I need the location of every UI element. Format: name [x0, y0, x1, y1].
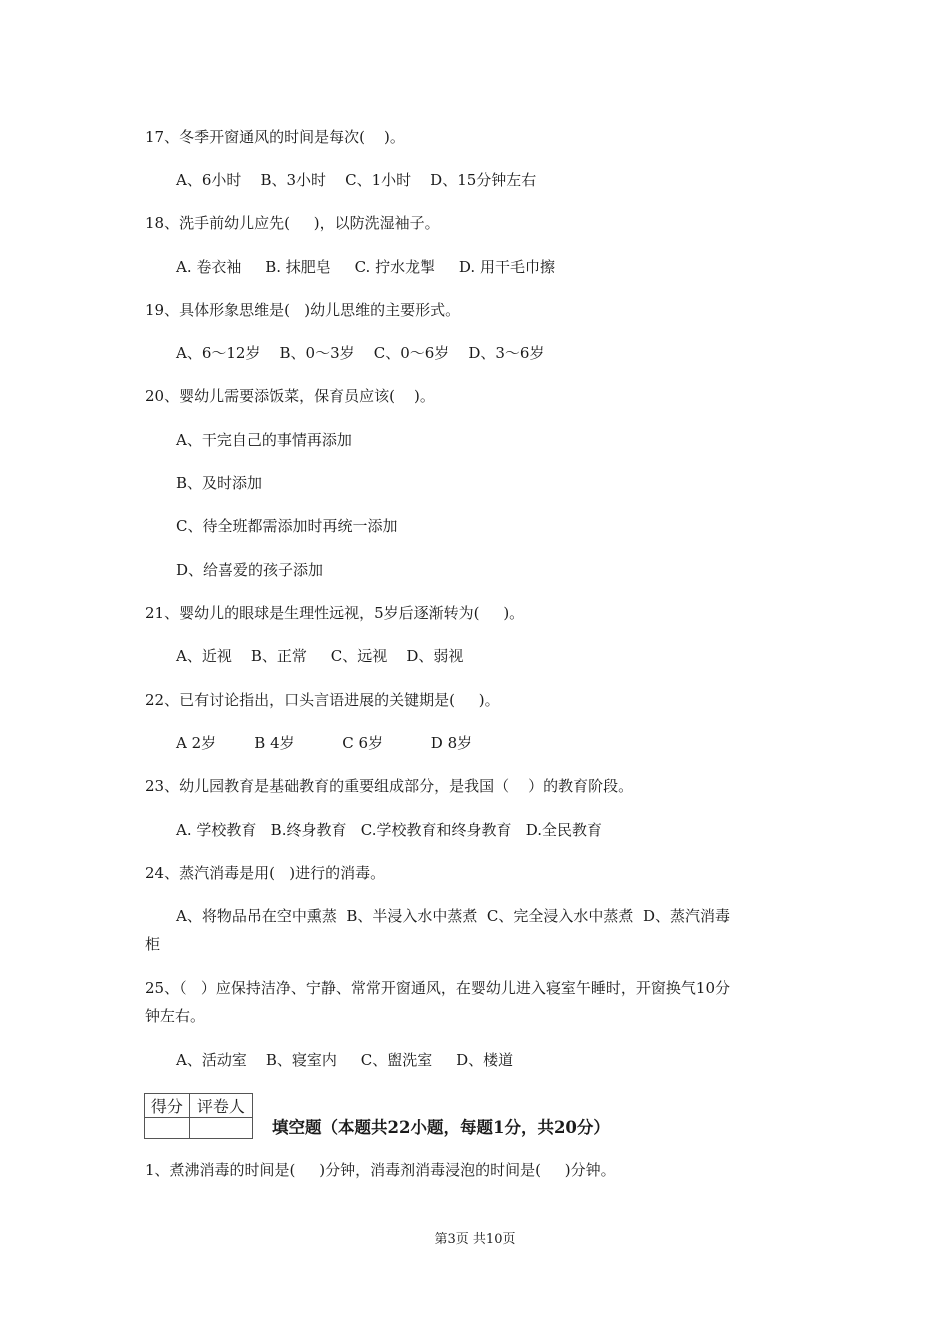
- q23-stem: 23、幼儿园教育是基础教育的重要组成部分，是我国（ ）的教育阶段。: [145, 777, 634, 795]
- grader-cell[interactable]: [189, 1118, 252, 1139]
- q20-option-d: D、给喜爱的孩子添加: [176, 561, 324, 579]
- section-title: 填空题（本题共22小题，每题1分，共20分）: [272, 1118, 610, 1137]
- q25-options: A、活动室 B、寝室内 C、盥洗室 D、楼道: [176, 1051, 514, 1069]
- q24-options-continuation: 柜: [145, 935, 161, 953]
- score-table: [144, 1093, 253, 1139]
- q20-option-a: A、干完自己的事情再添加: [176, 431, 352, 449]
- q23-options: A. 学校教育 B.终身教育 C.学校教育和终身教育 D.全民教育: [176, 821, 603, 839]
- grader-header: 评卷人: [189, 1094, 252, 1118]
- q21-stem: 21、婴幼儿的眼球是生理性远视，5岁后逐渐转为( )。: [145, 604, 525, 622]
- q18-options: A. 卷衣袖 B. 抹肥皂 C. 拧水龙掣 D. 用干毛巾擦: [176, 258, 555, 276]
- q18-stem: 18、洗手前幼儿应先( )，以防洗湿袖子。: [145, 214, 440, 232]
- q20-stem: 20、婴幼儿需要添饭菜，保育员应该( )。: [145, 387, 435, 405]
- q20-option-b: B、及时添加: [176, 474, 263, 492]
- q24-stem: 24、蒸汽消毒是用( )进行的消毒。: [145, 864, 386, 882]
- q24-options: A、将物品吊在空中熏蒸 B、半浸入水中蒸煮 C、完全浸入水中蒸煮 D、蒸汽消毒: [176, 907, 730, 925]
- page-footer: 第3页 共10页: [434, 1232, 516, 1247]
- q17-options: A、6小时 B、3小时 C、1小时 D、15分钟左右: [176, 171, 537, 189]
- score-cell[interactable]: [145, 1118, 190, 1139]
- q20-option-c: C、待全班都需添加时再统一添加: [176, 517, 398, 535]
- q25-stem: 25、（ ）应保持洁净、宁静、常常开窗通风，在婴幼儿进入寝室午睡时，开窗换气10分: [145, 979, 730, 997]
- q25-stem-continuation: 钟左右。: [145, 1007, 206, 1025]
- q19-options: A、6～12岁 B、0～3岁 C、0～6岁 D、3～6岁: [176, 344, 545, 362]
- q22-options: A 2岁 B 4岁 C 6岁 D 8岁: [176, 734, 473, 752]
- score-header: 得分: [145, 1094, 190, 1118]
- fill-question-1: 1、煮沸消毒的时间是( )分钟，消毒剂消毒浸泡的时间是( )分钟。: [145, 1161, 616, 1179]
- q22-stem: 22、已有讨论指出，口头言语进展的关键期是( )。: [145, 691, 500, 709]
- q21-options: A、近视 B、正常 C、远视 D、弱视: [176, 647, 464, 665]
- q19-stem: 19、具体形象思维是( )幼儿思维的主要形式。: [145, 301, 461, 319]
- q17-stem: 17、冬季开窗通风的时间是每次( )。: [145, 128, 405, 146]
